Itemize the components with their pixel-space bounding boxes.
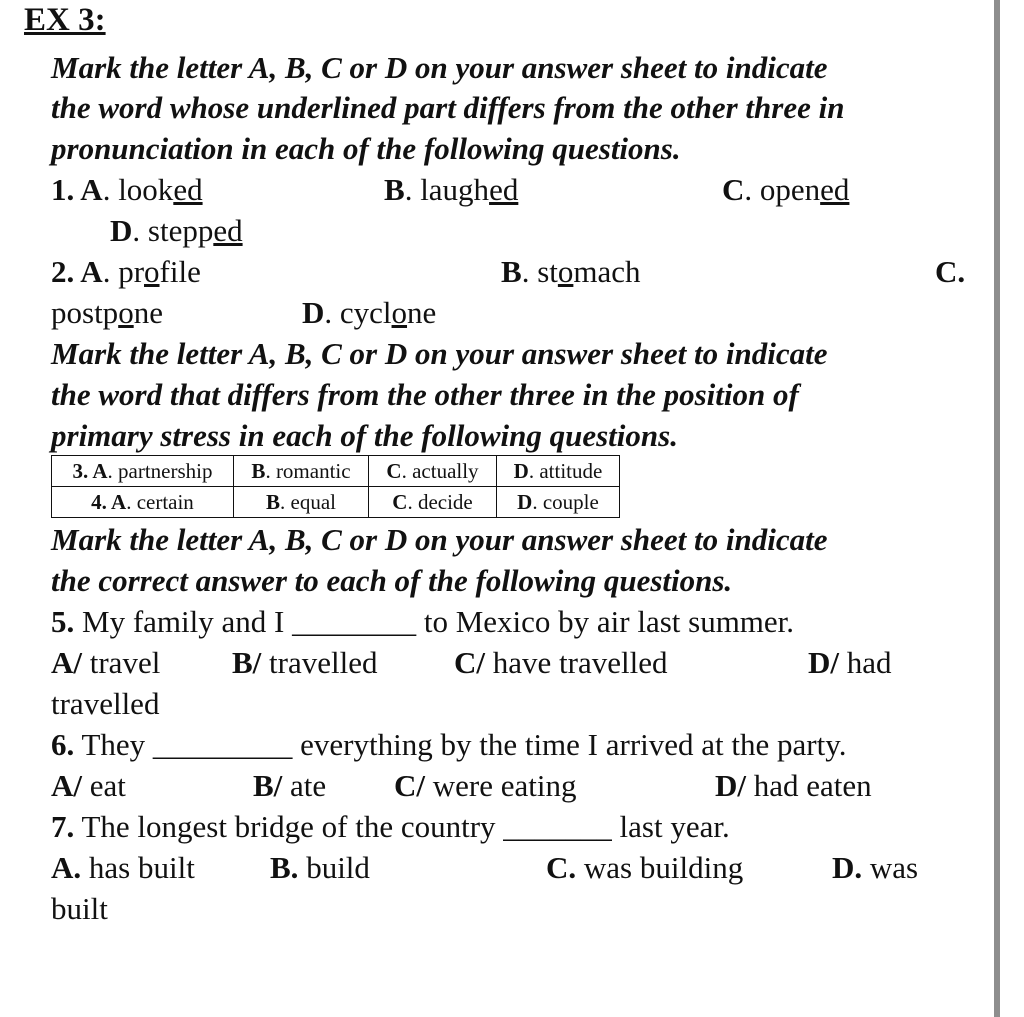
q7-question: 7. The longest bridge of the country _______ last year. <box>51 809 730 844</box>
instruction-3-line-2: the correct answer to each of the following questions. <box>51 563 733 598</box>
q1-option-c: C. opened <box>722 172 850 207</box>
exercise-title: EX 3: <box>24 2 106 38</box>
right-margin <box>1000 0 1024 1017</box>
q6-option-a: A/ eat <box>51 768 126 803</box>
q6-option-c: C/ were eating <box>394 768 577 803</box>
instruction-1-line-3: pronunciation in each of the following questions. <box>51 131 681 166</box>
q7-option-c: C. was building <box>546 850 744 885</box>
q1-option-b: B. laughed <box>384 172 519 207</box>
q6-option-d: D/ had eaten <box>715 768 872 803</box>
table-cell: B. equal <box>234 487 369 518</box>
instruction-2-line-2: the word that differs from the other three in the position of <box>51 377 799 412</box>
table-row <box>52 487 620 518</box>
q2-option-c-letter: C. <box>935 254 966 289</box>
table-cell: C. actually <box>369 456 497 487</box>
table-cell: D. attitude <box>497 456 620 487</box>
q2-option-b: B. stomach <box>501 254 641 289</box>
q6-option-b: B/ ate <box>253 768 327 803</box>
q1-option-a: 1. A. looked <box>51 172 203 207</box>
q7-option-a: A. has built <box>51 850 195 885</box>
q5-option-d-cont: travelled <box>51 686 160 721</box>
table-cell: B. romantic <box>234 456 369 487</box>
instruction-3-line-1: Mark the letter A, B, C or D on your answer sheet to indicate <box>51 522 828 557</box>
q7-option-b: B. build <box>270 850 370 885</box>
table-row <box>52 456 620 487</box>
q2-option-a: 2. A. profile <box>51 254 201 289</box>
q7-option-d: D. was <box>832 850 919 885</box>
q2-option-c-word: postpone <box>51 295 163 330</box>
q5-option-b: B/ travelled <box>232 645 378 680</box>
q6-question: 6. They _________ everything by the time I arrived at the party. <box>51 727 847 762</box>
instruction-2-line-3: primary stress in each of the following questions. <box>51 418 678 453</box>
q5-option-d: D/ had <box>808 645 892 680</box>
q7-option-d-cont: built <box>51 891 108 926</box>
table-cell: 3. A. partnership <box>52 456 234 487</box>
instruction-1-line-2: the word whose underlined part differs from the other three in <box>51 90 845 125</box>
q5-option-c: C/ have travelled <box>454 645 668 680</box>
stress-table <box>51 455 620 518</box>
instruction-1-line-1: Mark the letter A, B, C or D on your answer sheet to indicate <box>51 50 828 85</box>
table-cell: C. decide <box>369 487 497 518</box>
q2-option-d: D. cyclone <box>302 295 437 330</box>
q5-question: 5. My family and I ________ to Mexico by air last summer. <box>51 604 795 639</box>
q5-option-a: A/ travel <box>51 645 161 680</box>
q1-option-d: D. stepped <box>110 213 243 248</box>
table-cell: 4. A. certain <box>52 487 234 518</box>
instruction-2-line-1: Mark the letter A, B, C or D on your answer sheet to indicate <box>51 336 828 371</box>
table-cell: D. couple <box>497 487 620 518</box>
